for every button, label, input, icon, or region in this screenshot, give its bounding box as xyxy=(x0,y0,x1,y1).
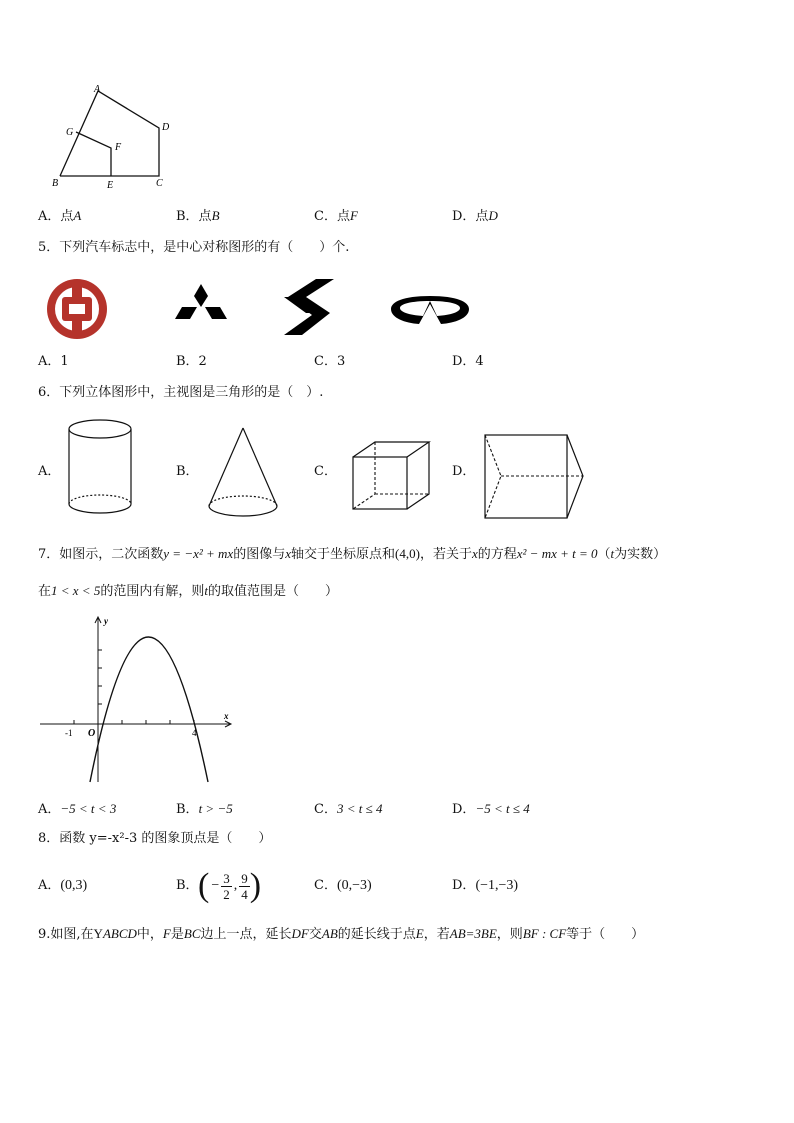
bank-logo xyxy=(46,278,108,340)
q7-graph-origin: O xyxy=(88,728,96,739)
q4-label-E: E xyxy=(107,180,114,191)
q5-option-b: B．2 xyxy=(176,354,207,369)
q6-option-a: A． xyxy=(38,464,61,479)
q4-figure xyxy=(45,80,185,192)
q5-option-c: C．3 xyxy=(314,354,346,369)
q8-option-b-label: B． xyxy=(176,878,199,893)
q7-graph-xlabel: x xyxy=(224,711,229,721)
q7-option-a: A．−5 < t < 3 xyxy=(38,801,117,817)
q7-option-d: D．−5 < t ≤ 4 xyxy=(452,801,530,817)
q6-option-c: C． xyxy=(314,464,337,479)
q7-graph-tick-4: 4 xyxy=(192,728,197,738)
mitsubishi-logo xyxy=(172,283,230,329)
cylinder-figure xyxy=(64,418,136,524)
suzuki-logo xyxy=(282,279,336,335)
q4-option-a: A．点A xyxy=(38,208,82,224)
q8-option-c: C．(0,−3) xyxy=(314,878,372,893)
q5-option-a: A．1 xyxy=(38,354,69,369)
cube-figure xyxy=(350,440,434,512)
q8-option-d: D．(−1,−3) xyxy=(452,878,519,893)
q5-stem: 5．下列汽车标志中，是中心对称图形的有（ ）个. xyxy=(38,240,350,255)
q5-option-d: D．4 xyxy=(452,354,484,369)
q4-label-D: D xyxy=(162,122,170,133)
parabola-curve xyxy=(90,637,208,782)
infiniti-logo xyxy=(391,292,469,326)
q7-option-b: B．t > −5 xyxy=(176,801,233,817)
q6-stem: 6．下列立体图形中，主视图是三角形的是（ ）. xyxy=(38,385,324,400)
q4-label-B: B xyxy=(52,178,59,189)
q4-label-F: F xyxy=(115,142,122,153)
q7-option-c: C．3 < t ≤ 4 xyxy=(314,801,383,817)
cone-figure xyxy=(205,426,281,524)
q4-label-A: A xyxy=(94,84,101,95)
q7-stem-line1: 7．如图示，二次函数y = −x² + mx的图像与x轴交于坐标原点和(4,0)，若关于x的方程x² − mx + t = 0（t为实数） xyxy=(38,546,667,562)
q6-option-d: D． xyxy=(452,464,476,479)
q8-stem: 8．函数 y=-x²-3 的图象顶点是（ ） xyxy=(38,831,272,846)
q7-graph-tick-neg1: -1 xyxy=(65,728,73,738)
prism-figure xyxy=(483,433,587,521)
q6-option-b: B． xyxy=(176,464,199,479)
q8-option-a: A．(0,3) xyxy=(38,878,88,893)
q4-option-d: D．点D xyxy=(452,208,498,224)
q9-stem: 9.如图,在YABCD中，F是BC边上一点，延长DF交AB的延长线于点E，若AB=3BE，则BF : CF等于（ ） xyxy=(38,926,645,942)
q7-graph xyxy=(38,612,238,787)
q4-option-c: C．点F xyxy=(314,208,358,224)
q8-option-b-expr: ( − $\frac{3}{2}$ , 9 4 ) xyxy=(198,867,262,904)
q7-stem-line2: 在1 < x < 5的范围内有解，则t的取值范围是（ ） xyxy=(38,583,338,599)
q4-option-b: B．点B xyxy=(176,208,220,224)
q4-label-C: C xyxy=(156,178,163,189)
q7-graph-ylabel: y xyxy=(104,616,108,626)
q4-label-G: G xyxy=(66,127,74,138)
